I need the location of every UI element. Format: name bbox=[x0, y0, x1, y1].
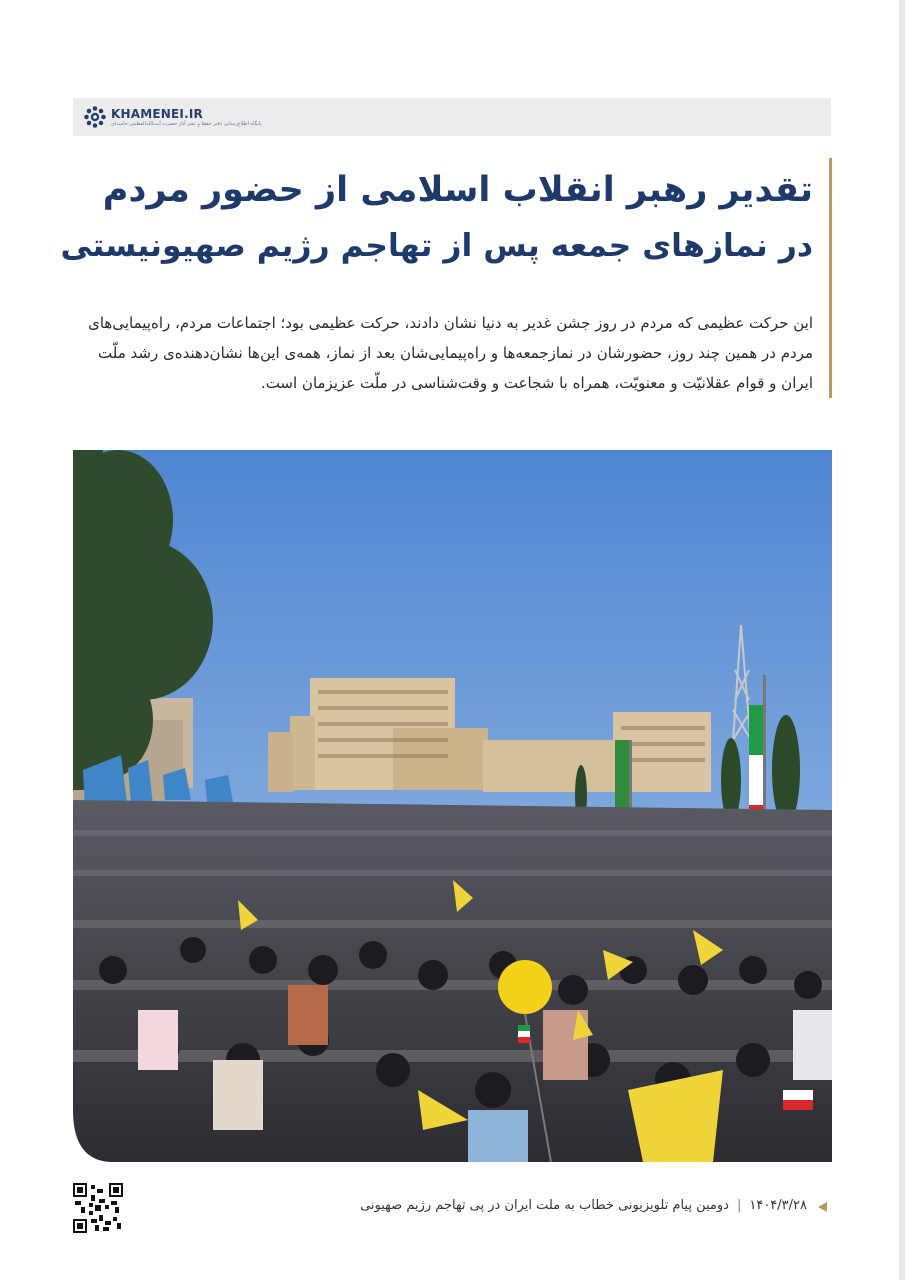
title-accent-rule bbox=[829, 158, 832, 398]
source-caption bbox=[360, 1198, 807, 1213]
logo-emblem-icon bbox=[83, 105, 107, 129]
header-bar bbox=[73, 98, 831, 136]
source-title: دومین پیام تلویزیونی خطاب به ملت ایران در پی تهاجم رژیم صهیونی bbox=[360, 1198, 729, 1213]
logo-name: KHAMENEI.IR bbox=[111, 106, 203, 121]
page-edge bbox=[899, 0, 905, 1280]
site-logo[interactable] bbox=[83, 105, 262, 129]
title-line-2: در نمازهای جمعه پس از تهاجم رژیم صهیونیستی bbox=[60, 228, 813, 264]
crowd-photo-illustration bbox=[73, 450, 832, 1162]
caption-arrow-icon bbox=[818, 1202, 827, 1212]
qr-code-icon[interactable] bbox=[73, 1183, 123, 1233]
caption-separator: | bbox=[736, 1198, 742, 1213]
logo-subtitle: پایگاه اطلاع‌رسانی دفتر حفظ و نشر آثار حضرت آیت‌الله‌العظمی خامنه‌ای bbox=[111, 120, 262, 127]
body-line-3: ایران و قوام عقلانیّت و معنویّت، همراه با شجاعت و وقت‌شناسی در ملّت عزیزمان است. bbox=[260, 374, 813, 392]
source-date: ۱۴۰۴/۳/۲۸ bbox=[749, 1198, 807, 1213]
crowd-photo bbox=[73, 450, 832, 1162]
body-line-2: مردم در همین چند روز، حضورشان در نمازجمعه‌ها و راه‌پیمایی‌شان بعد از نماز، همه‌ی این‌ها نشان‌دهنده‌ی رشد ملّت bbox=[98, 344, 813, 362]
title-line-1: تقدیر رهبر انقلاب اسلامی از حضور مردم bbox=[102, 170, 813, 210]
body-line-1: این حرکت عظیمی که مردم در روز جشن غدیر به دنیا نشان دادند، حرکت عظیمی بود؛ اجتماعات مردم، راه‌پیمایی‌های bbox=[88, 314, 813, 332]
quote-body bbox=[78, 308, 813, 398]
page-title bbox=[53, 162, 813, 274]
